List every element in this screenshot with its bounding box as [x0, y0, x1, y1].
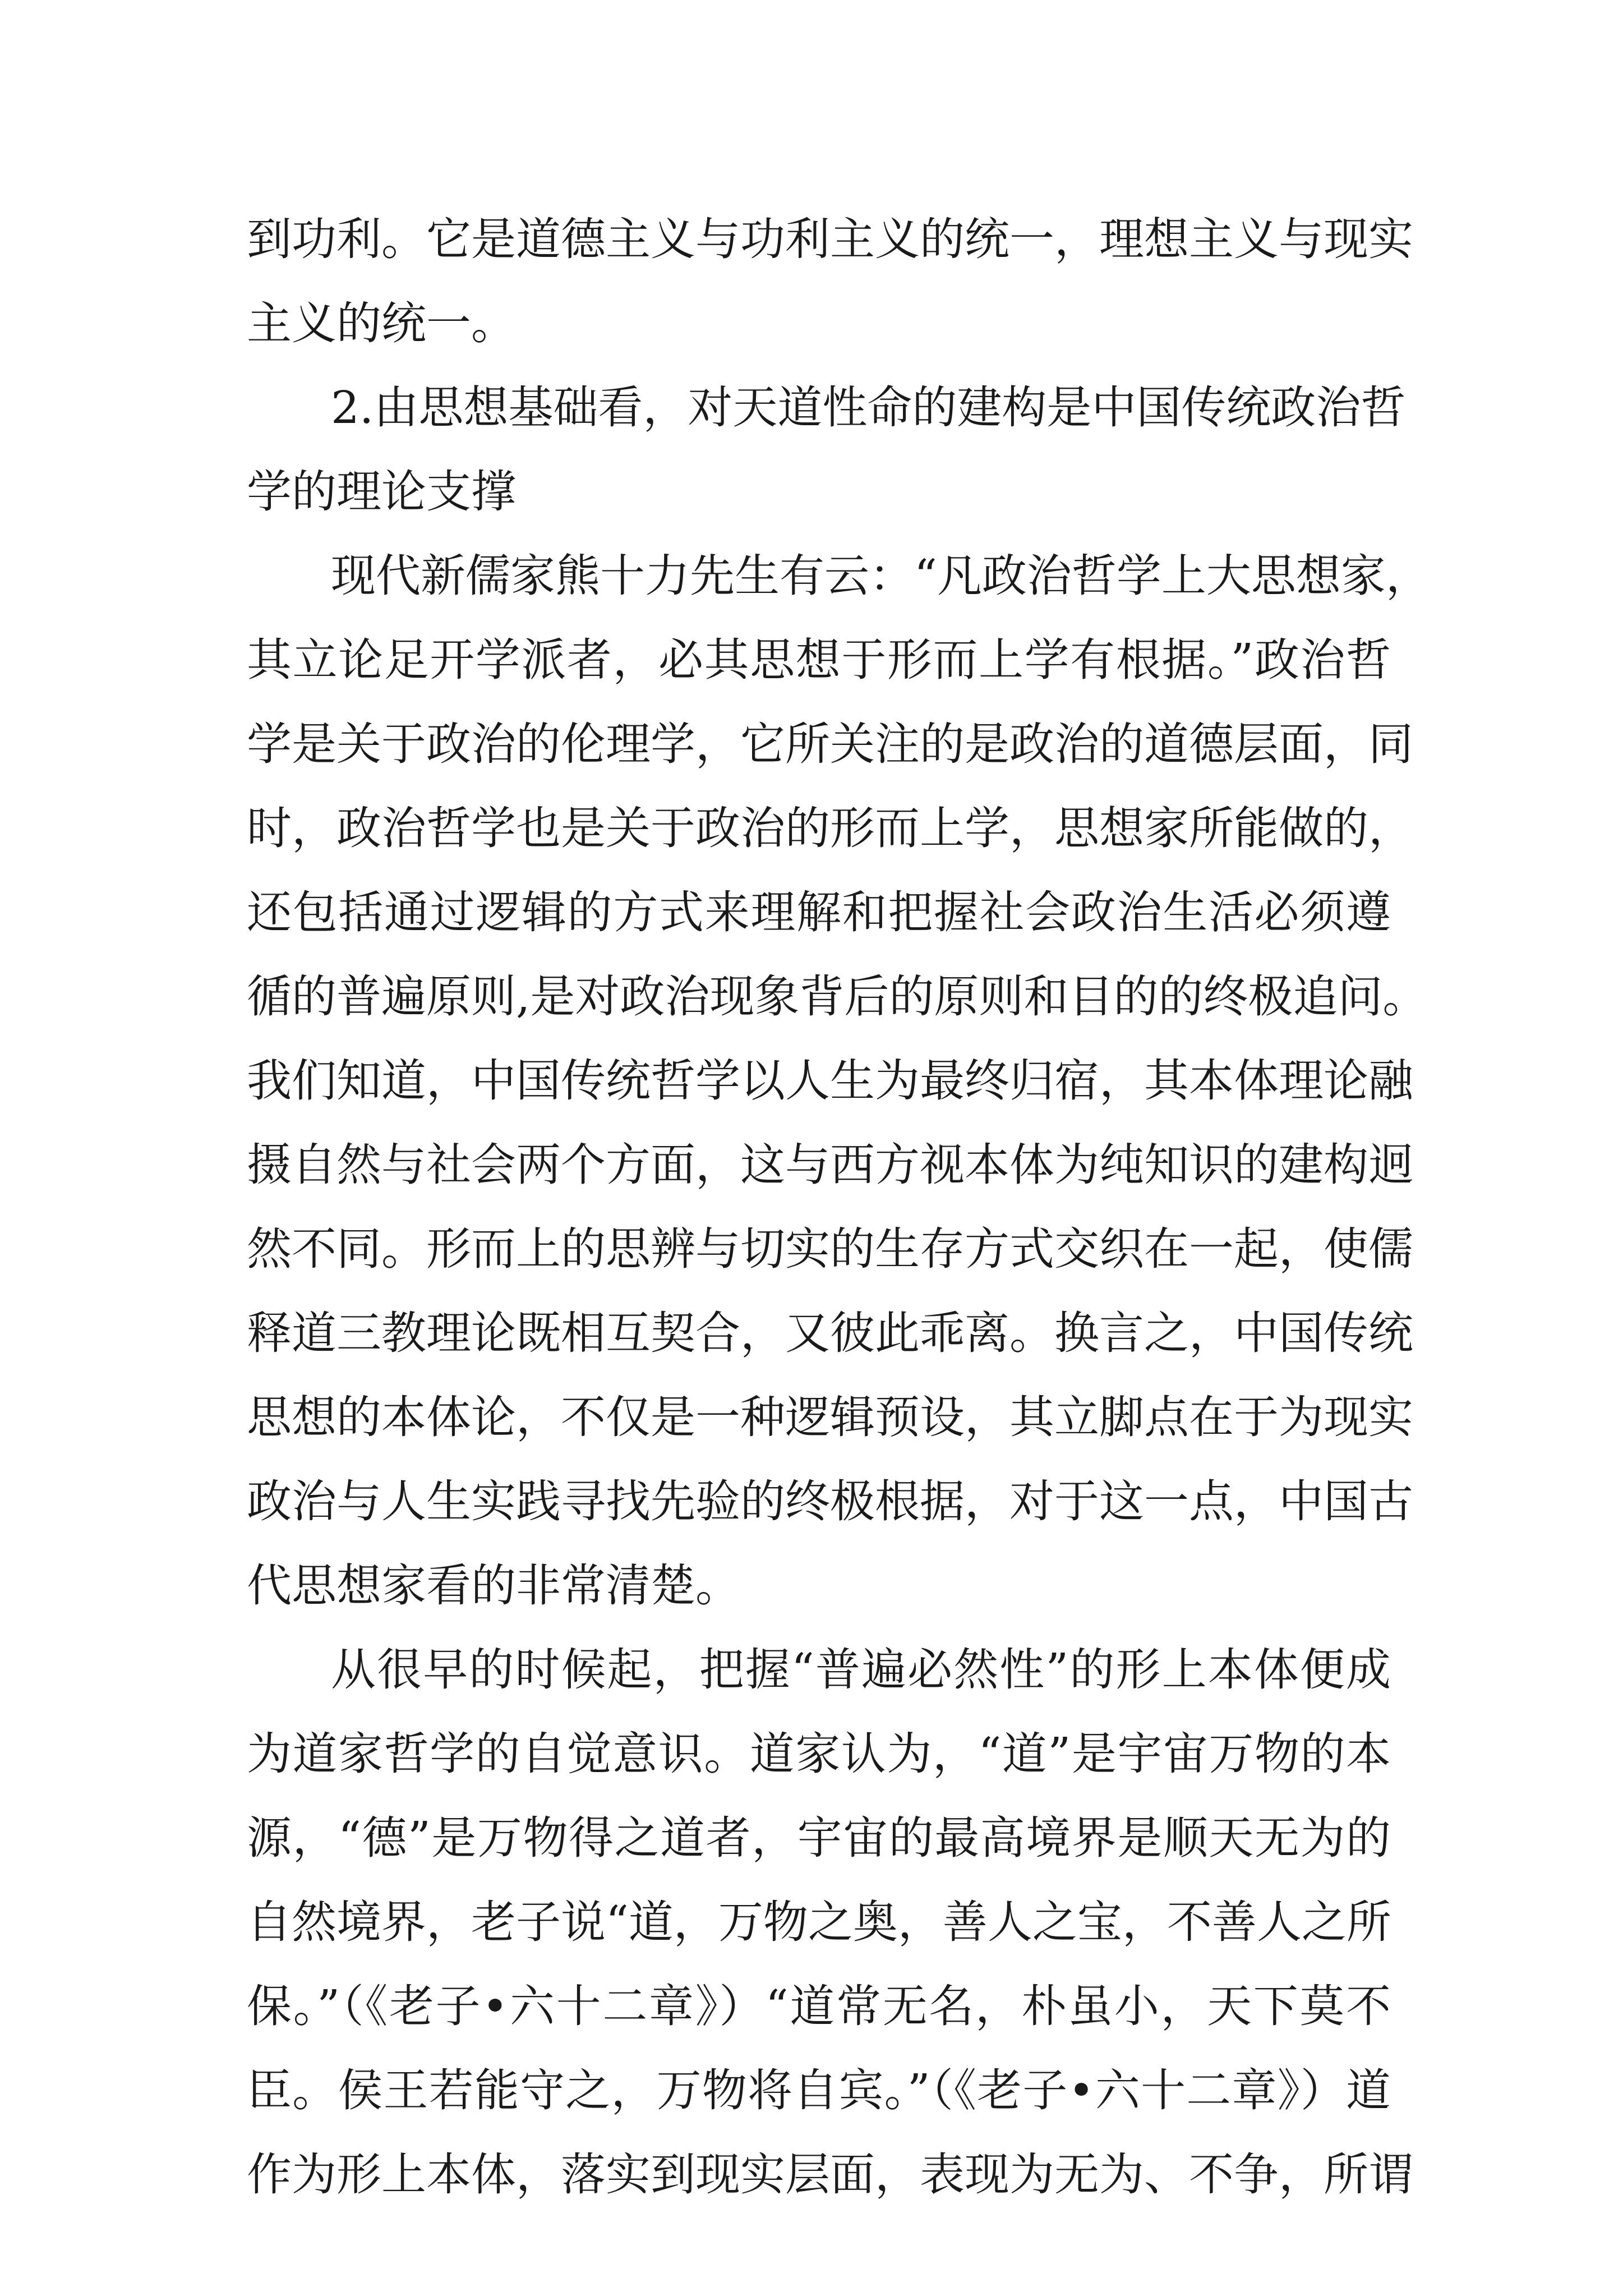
- text-line: 时，政治哲学也是关于政治的形而上学，思想家所能做的，: [247, 802, 1413, 854]
- text-line: 然不同。形而上的思辨与切实的生存方式交织在一起，使儒: [247, 1223, 1413, 1275]
- text-line: 为道家哲学的自觉意识。道家认为，“道”是宇宙万物的本: [247, 1728, 1391, 1780]
- text-line: 循的普遍原则,是对政治现象背后的原则和目的的终极追问。: [247, 970, 1428, 1023]
- section-heading-line: 2.由思想基础看，对天道性命的建构是中国传统政治哲: [331, 381, 1406, 434]
- text-line: 主义的统一。: [247, 297, 516, 349]
- text-line: 我们知道，中国传统哲学以人生为最终归宿，其本体理论融: [247, 1055, 1413, 1107]
- text-line: 臣。侯王若能守之，万物将自宾。”（《老子•六十二章》）道: [247, 2064, 1391, 2116]
- text-line: 其立论足开学派者，必其思想于形而上学有根据。”政治哲: [247, 634, 1391, 686]
- text-line: 源，“德”是万物得之道者，宇宙的最高境界是顺天无为的: [247, 1812, 1391, 1864]
- text-line: 思想的本体论，不仅是一种逻辑预设，其立脚点在于为现实: [247, 1391, 1413, 1443]
- text-line: 从很早的时候起，把握“普遍必然性”的形上本体便成: [331, 1644, 1391, 1696]
- text-line: 学是关于政治的伦理学，它所关注的是政治的道德层面，同: [247, 718, 1413, 770]
- text-line: 保。”（《老子•六十二章》）“道常无名，朴虽小，天下莫不: [247, 1980, 1391, 2032]
- text-line: 政治与人生实践寻找先验的终极根据，对于这一点，中国古: [247, 1475, 1413, 1527]
- text-line: 释道三教理论既相互契合，又彼此乖离。换言之，中国传统: [247, 1307, 1413, 1359]
- text-line: 到功利。它是道德主义与功利主义的统一，理想主义与现实: [247, 213, 1413, 265]
- text-line: 代思想家看的非常清楚。: [247, 1559, 740, 1612]
- section-heading-line: 学的理论支撑: [247, 466, 516, 518]
- text-line: 摄自然与社会两个方面，这与西方视本体为纯知识的建构迥: [247, 1139, 1413, 1191]
- text-line: 现代新儒家熊十力先生有云：“凡政治哲学上大思想家，: [331, 550, 1431, 602]
- text-line: 自然境界，老子说“道，万物之奥，善人之宝，不善人之所: [247, 1896, 1391, 1948]
- text-line: 作为形上本体，落实到现实层面，表现为无为、不争，所谓: [247, 2148, 1413, 2201]
- text-line: 还包括通过逻辑的方式来理解和把握社会政治生活必须遵: [247, 886, 1391, 938]
